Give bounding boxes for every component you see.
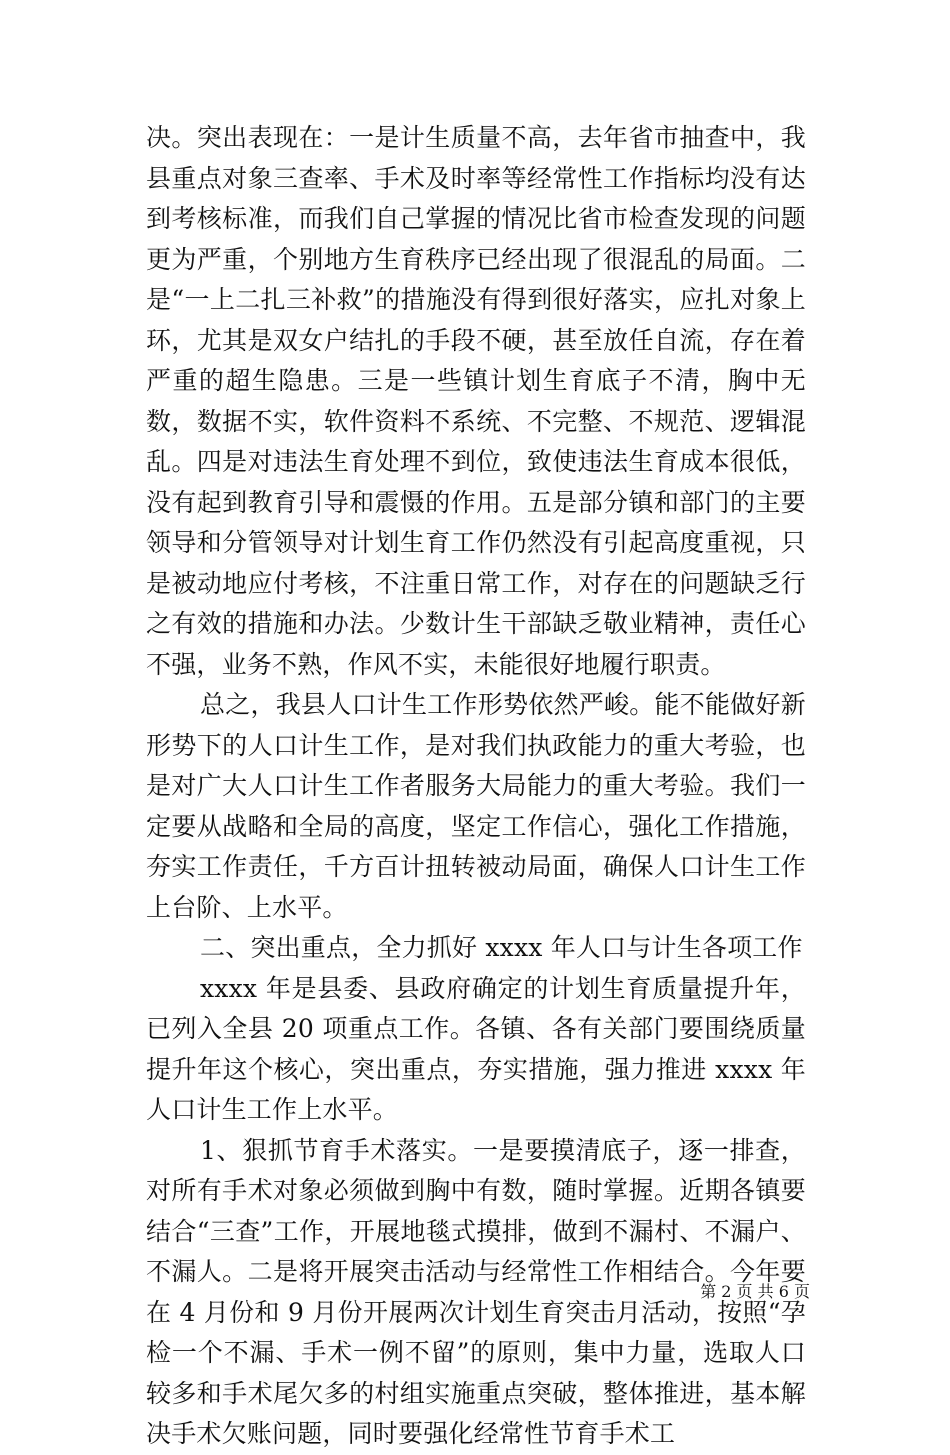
document-body [146,118,806,1455]
paragraph-quality-year: xxxx 年是县委、县政府确定的计划生育质量提升年，已列入全县 20 项重点工作。各镇、各有关部门要围绕质量提升年这个核心，突出重点，夯实措施，强力推进 xxxx 年人口计生工作上水平。 [146,973,806,1124]
section-heading-two: 二、突出重点，全力抓好 xxxx 年人口与计生各项工作 [200,933,803,962]
paragraph-summary: 总之，我县人口计生工作形势依然严峻。能不能做好新形势下的人口计生工作，是对我们执政能力的重大考验，也是对广大人口计生工作者服务大局能力的重大考验。我们一定要从战略和全局的高度，坚定工作信心，强化工作措施，夯实工作责任，千方百计扭转被动局面，确保人口计生工作上台阶、上水平。 [146,690,806,922]
paragraph-problems-continued: 决。突出表现在：一是计生质量不高，去年省市抽查中，我县重点对象三查率、手术及时率等经常性工作指标均没有达到考核标准，而我们自己掌握的情况比省市检查发现的问题更为严重，个别地方生育秩序已经出现了很混乱的局面。二是“一上二扎三补救”的措施没有得到很好落实，应扎对象上环，尤其是双女户结扎的手段不硬，甚至放任自流，存在着严重的超生隐患。三是一些镇计划生育底子不清，胸中无数，数据不实，软件资料不系统、不完整、不规范、逻辑混乱。四是对违法生育处理不到位，致使违法生育成本很低，没有起到教育引导和震慑的作用。五是部分镇和部门的主要领导和分管领导对计划生育工作仍然没有引起高度重视，只是被动地应付考核，不注重日常工作，对存在的问题缺乏行之有效的措施和办法。少数计生干部缺乏敬业精神，责任心不强，业务不熟，作风不实，未能很好地履行职责。 [146,123,806,679]
page-number-footer: 第 2 页 共 6 页 [700,1282,810,1301]
paragraph-item-one: 1、狠抓节育手术落实。一是要摸清底子，逐一排查，对所有手术对象必须做到胸中有数，随时掌握。近期各镇要结合“三查”工作，开展地毯式摸排，做到不漏村、不漏户、不漏人。二是将开展突击活动与经常性工作相结合。今年要在 4 月份和 9 月份开展两次计划生育突击月活动，按照“孕检一个不漏、手术一例不留”的原则，集中力量，选取人口较多和手术尾欠多的村组实施重点突破，整体推进，基本解决手术欠账问题，同时要强化经常性节育手术工 [146,1135,806,1448]
